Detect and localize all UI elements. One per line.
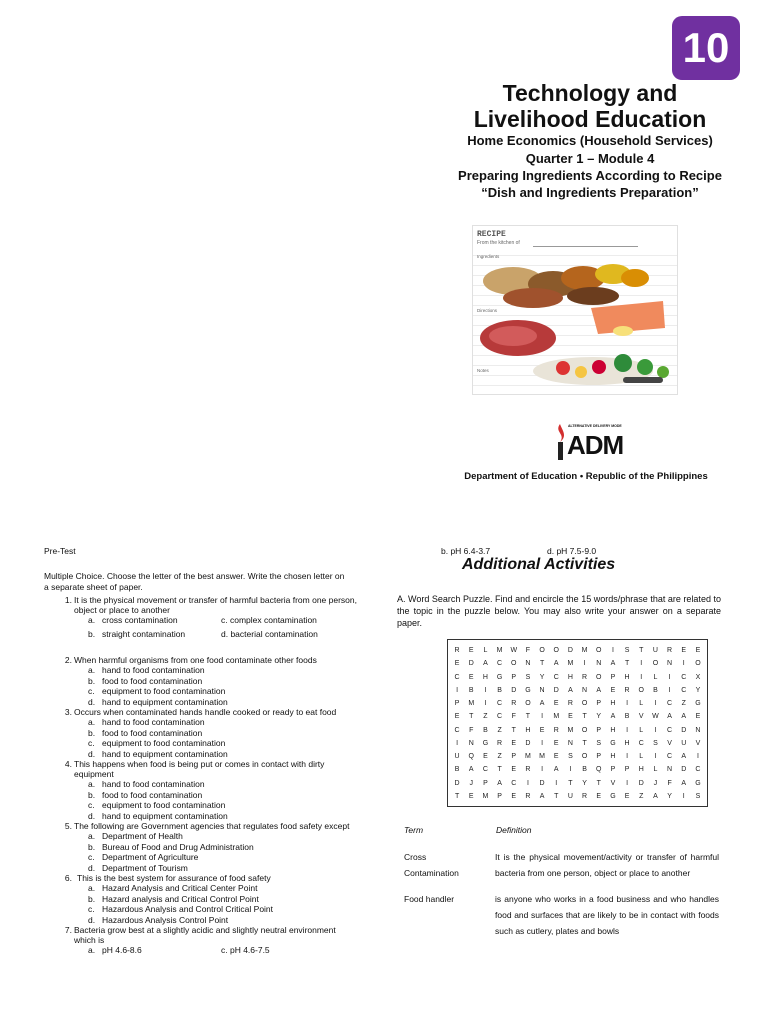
grid-letter: A: [553, 660, 559, 668]
cover-subject: Home Economics (Household Services): [467, 133, 713, 148]
grid-letter: I: [626, 726, 629, 734]
grid-letter: H: [482, 673, 488, 681]
grid-letter: T: [582, 739, 587, 747]
question-number: 5.: [64, 821, 72, 831]
grid-letter: G: [610, 739, 616, 747]
grid-letter: L: [653, 766, 658, 774]
grid-letter: D: [681, 766, 687, 774]
grid-letter: P: [596, 700, 602, 707]
recipe-notes-label: Notes: [477, 368, 489, 373]
grid-letter: H: [610, 726, 616, 734]
definition-1: It is the physical movement/activity or transfer of harmful bacteria from one person, object or place to another: [495, 852, 719, 878]
grid-letter: O: [596, 673, 602, 681]
grid-letter: P: [610, 673, 616, 681]
grid-letter: Z: [681, 700, 686, 707]
grid-letter: R: [497, 739, 503, 747]
grid-letter: C: [511, 779, 517, 787]
grid-letter: L: [653, 673, 658, 681]
option-c: c. equipment to food contamination: [88, 800, 226, 810]
grid-letter: H: [624, 673, 630, 681]
grid-letter: I: [654, 753, 657, 760]
grid-letter: A: [568, 686, 573, 694]
option-c: c. Department of Agriculture: [88, 852, 199, 862]
grid-letter: N: [596, 660, 602, 668]
grid-letter: A: [681, 713, 687, 721]
grid-letter: I: [654, 700, 657, 707]
question-5: [58, 821, 373, 873]
grid-letter: I: [456, 739, 459, 747]
grid-letter: N: [582, 686, 588, 694]
grid-letter: O: [525, 700, 531, 707]
grid-letter: N: [667, 660, 673, 668]
grid-letter: L: [639, 753, 644, 760]
cover-lesson-title: Preparing Ingredients According to Recipe: [458, 168, 722, 183]
grid-letter: Q: [468, 753, 474, 760]
grid-letter: I: [640, 660, 643, 668]
question-2: [58, 655, 373, 707]
grid-letter: N: [468, 739, 474, 747]
grid-letter: S: [596, 739, 602, 747]
grid-letter: P: [483, 779, 488, 787]
word-search-grid: [447, 639, 708, 807]
grid-letter: B: [624, 713, 630, 721]
option-c: c. Hazardous Analysis and Control Critical Point: [88, 904, 274, 914]
grid-letter: E: [553, 700, 559, 707]
grid-letter: S: [568, 753, 573, 760]
grid-letter: Q: [596, 766, 602, 774]
grid-letter: F: [525, 647, 531, 654]
option-c: c. equipment to food contamination: [88, 686, 226, 696]
grid-letter: A: [681, 753, 687, 760]
grid-letter: E: [624, 792, 630, 800]
grid-letter: Z: [497, 726, 502, 734]
grid-letter: N: [667, 766, 673, 774]
grid-letter: A: [610, 660, 616, 668]
grid-letter: P: [610, 766, 616, 774]
adm-logo-text: ADM: [567, 430, 624, 460]
grid-letter: I: [696, 753, 699, 760]
grid-letter: N: [567, 739, 573, 747]
q7-option-d: d. pH 7.5-9.0: [547, 546, 597, 556]
grid-letter: G: [695, 700, 701, 707]
grid-letter: H: [638, 766, 644, 774]
grid-letter: Y: [582, 779, 587, 787]
grid-letter: P: [596, 753, 602, 760]
option-b: b. Bureau of Food and Drug Administration: [88, 841, 254, 852]
grid-letter: G: [482, 739, 489, 747]
option-b: b. straight contamination: [88, 628, 186, 639]
grid-letter: I: [640, 673, 643, 681]
grid-letter: I: [611, 647, 614, 654]
cover-quarter-module: Quarter 1 – Module 4: [525, 151, 655, 166]
grid-letter: P: [624, 766, 630, 774]
grid-letter: Y: [596, 713, 602, 721]
option-c: c. complex contamination: [221, 615, 317, 625]
grid-letter: S: [624, 647, 630, 654]
grid-letter: T: [525, 713, 531, 721]
option-a: a. cross contamination: [88, 615, 178, 625]
grid-letter: O: [638, 686, 644, 694]
option-b: b. food to food contamination: [88, 727, 203, 738]
grid-letter: U: [454, 753, 460, 760]
grid-letter: D: [681, 726, 687, 734]
grid-letter: I: [541, 766, 544, 774]
grid-letter: C: [681, 673, 687, 681]
question-text: Bacteria grow best at a slightly acidic and slightly neutral environment which is: [74, 925, 336, 945]
grid-letter: M: [539, 753, 545, 760]
grid-letter: M: [496, 647, 503, 654]
grid-letter: D: [638, 779, 644, 787]
grid-letter: G: [610, 792, 616, 800]
recipe-directions-label: Directions: [477, 308, 498, 313]
grid-letter: A: [653, 792, 658, 800]
grid-letter: A: [667, 713, 672, 721]
grid-letter: S: [653, 739, 658, 747]
pretest-heading: Pre-Test: [44, 546, 76, 556]
grid-letter: G: [496, 673, 503, 681]
grid-letter: A: [483, 660, 488, 668]
grid-letter: L: [483, 647, 488, 654]
grid-letter: I: [484, 700, 487, 707]
grid-letter: B: [582, 766, 587, 774]
grid-letter: R: [525, 766, 531, 774]
grid-letter: T: [596, 779, 601, 787]
grid-letter: P: [596, 726, 602, 734]
grid-letter: E: [553, 739, 559, 747]
term-header: Term: [404, 825, 424, 835]
grid-letter: C: [497, 660, 503, 668]
option-a: a. hand to food contamination: [88, 779, 205, 789]
grid-letter: I: [583, 660, 586, 668]
grid-letter: B: [483, 726, 488, 734]
grid-letter: D: [567, 647, 573, 654]
option-a: a. hand to food contamination: [88, 665, 205, 675]
grid-letter: O: [695, 660, 701, 668]
option-a: a. Hazard Analysis and Critical Center Point: [88, 883, 258, 893]
grid-letter: E: [568, 713, 573, 721]
grid-letter: C: [497, 713, 503, 721]
grid-letter: D: [539, 779, 545, 787]
grid-letter: M: [468, 700, 475, 707]
question-number: 2.: [64, 655, 72, 665]
cover-title-line1: Technology and: [502, 80, 678, 106]
grid-letter: D: [468, 660, 474, 668]
question-text: When harmful organisms from one food contaminate other foods: [74, 655, 317, 665]
grid-letter: E: [511, 739, 517, 747]
grid-letter: T: [539, 660, 545, 668]
grid-letter: G: [695, 779, 701, 787]
pretest-instructions-2: a separate sheet of paper.: [44, 582, 143, 592]
grid-letter: I: [569, 766, 572, 774]
grid-letter: I: [541, 739, 544, 747]
grid-letter: T: [554, 792, 559, 800]
grid-letter: W: [652, 713, 659, 721]
grid-letter: F: [511, 713, 516, 721]
grid-letter: S: [695, 792, 701, 800]
grid-letter: B: [468, 686, 474, 694]
question-6: [58, 873, 373, 925]
grid-letter: I: [626, 753, 629, 760]
grid-letter: R: [582, 673, 588, 681]
grid-letter: E: [468, 647, 474, 654]
grid-letter: I: [456, 686, 459, 694]
question-number: 6.: [64, 873, 72, 883]
grid-letter: R: [511, 700, 517, 707]
grid-letter: R: [454, 647, 460, 654]
option-b: b. food to food contamination: [88, 675, 203, 686]
grid-letter: C: [667, 753, 673, 760]
option-a: a. hand to food contamination: [88, 717, 205, 727]
option-d: d. Hazardous Analysis Control Point: [88, 914, 229, 925]
grid-letter: E: [454, 713, 460, 721]
grid-letter: U: [652, 647, 658, 654]
option-a: a. Department of Health: [88, 831, 183, 841]
grid-letter: H: [567, 673, 573, 681]
grid-letter: Y: [695, 686, 701, 694]
cover-title-line2: Livelihood Education: [473, 106, 707, 132]
question-text: This is the best system for assurance of food safety: [77, 873, 271, 883]
grid-letter: I: [668, 673, 671, 681]
grid-letter: A: [610, 713, 616, 721]
grid-letter: P: [511, 673, 517, 681]
grid-letter: H: [610, 753, 616, 760]
grid-letter: T: [469, 713, 474, 721]
recipe-heading: RECIPE: [477, 230, 506, 239]
grid-letter: E: [539, 726, 545, 734]
grid-letter: W: [510, 647, 518, 654]
grid-letter: V: [610, 779, 616, 787]
grid-letter: C: [497, 700, 503, 707]
question-number: 4.: [64, 759, 72, 769]
grid-letter: R: [667, 647, 673, 654]
grid-letter: F: [667, 779, 672, 787]
grid-letter: O: [553, 647, 559, 654]
grid-letter: S: [525, 673, 531, 681]
grid-letter: P: [454, 700, 460, 707]
grid-letter: O: [539, 647, 545, 654]
grid-letter: F: [469, 726, 474, 734]
option-d: d. Department of Tourism: [88, 862, 188, 873]
question-3: [58, 707, 373, 759]
adm-logo-caption: ALTERNATIVE DELIVERY MODE: [568, 424, 622, 428]
grid-letter: X: [695, 673, 701, 681]
grid-letter: M: [581, 647, 588, 654]
grid-letter: H: [624, 739, 630, 747]
grid-letter: I: [526, 779, 529, 787]
option-c: c. equipment to food contamination: [88, 738, 226, 748]
grid-letter: Z: [483, 713, 488, 721]
option-b: b. Hazard analysis and Critical Control Point: [88, 893, 259, 904]
grid-letter: J: [469, 779, 473, 787]
grid-letter: N: [695, 726, 701, 734]
grid-letter: T: [568, 779, 573, 787]
grid-letter: Y: [539, 673, 545, 681]
grid-letter: T: [511, 726, 516, 734]
recipe-from-kitchen: From the kitchen of: [477, 240, 520, 246]
grid-letter: I: [682, 660, 685, 668]
grid-letter: T: [454, 792, 460, 800]
question-number: 1.: [64, 595, 72, 605]
grid-letter: C: [454, 673, 460, 681]
grid-letter: I: [626, 700, 629, 707]
cover-lesson-subtitle: “Dish and Ingredients Preparation”: [481, 185, 699, 200]
grid-letter: C: [667, 726, 673, 734]
question-4: [58, 759, 373, 821]
option-d: d. hand to equipment contamination: [88, 810, 228, 821]
grid-letter: I: [682, 792, 685, 800]
grid-letter: I: [626, 779, 629, 787]
grid-letter: D: [454, 779, 460, 787]
grid-letter: E: [610, 686, 616, 694]
grid-letter: I: [484, 686, 487, 694]
grid-letter: B: [454, 766, 460, 774]
question-text: Occurs when contaminated hands handle cooked or ready to eat food: [74, 707, 337, 717]
grid-letter: P: [511, 753, 517, 760]
adm-logo: [552, 420, 622, 462]
grid-letter: H: [610, 700, 616, 707]
grid-letter: U: [681, 739, 687, 747]
grid-letter: A: [553, 766, 559, 774]
grid-letter: Y: [667, 792, 672, 800]
additional-activities-title: Additional Activities: [462, 556, 616, 573]
question-text: This happens when food is being put or comes in contact with dirty equipment: [74, 759, 325, 779]
grid-letter: I: [654, 726, 657, 734]
grid-letter: E: [511, 766, 517, 774]
grid-letter: D: [511, 686, 517, 694]
grid-letter: I: [541, 713, 544, 721]
grid-letter: C: [695, 766, 701, 774]
option-d: d. bacterial contamination: [221, 628, 318, 639]
grid-letter: B: [497, 686, 502, 694]
grid-letter: L: [639, 726, 644, 734]
grid-letter: I: [555, 779, 558, 787]
grid-letter: E: [695, 713, 701, 721]
question-1: [58, 595, 373, 639]
word-search-instructions: A. Word Search Puzzle. Find and encircle the 15 words/phrase that are related to the topic in the puzzle below. You may also write your answer on a separate paper.: [397, 594, 721, 628]
grid-letter: E: [681, 647, 687, 654]
grid-letter: Z: [639, 792, 644, 800]
food-photo-icon: [473, 226, 678, 395]
department-footer: Department of Education • Republic of the Philippines: [464, 471, 708, 482]
grid-letter: P: [497, 792, 502, 800]
option-a: a. pH 4.6-8.6: [88, 945, 142, 955]
question-7: [58, 925, 373, 956]
grid-letter: B: [653, 686, 658, 694]
grid-letter: D: [553, 686, 559, 694]
grid-letter: J: [653, 779, 658, 787]
grid-letter: H: [525, 726, 531, 734]
grid-letter: I: [668, 686, 671, 694]
grid-letter: O: [596, 647, 602, 654]
grid-letter: M: [524, 753, 531, 760]
grid-letter: R: [582, 792, 588, 800]
grid-letter: Z: [497, 753, 502, 760]
grid-letter: T: [497, 766, 502, 774]
grid-letter: M: [567, 660, 574, 668]
grid-letter: E: [468, 792, 474, 800]
grid-letter: V: [638, 713, 644, 721]
term-2: Food handler: [404, 894, 455, 904]
grid-letter: M: [482, 792, 489, 800]
option-c: c. pH 4.6-7.5: [221, 945, 270, 955]
grid-letter: E: [596, 792, 602, 800]
term-1: Cross Contamination: [404, 852, 459, 878]
grid-letter: V: [667, 739, 672, 747]
grade-badge: 10: [672, 16, 740, 80]
grid-letter: O: [511, 660, 517, 668]
question-number: 3.: [64, 707, 72, 717]
grid-letter: U: [567, 792, 573, 800]
grid-letter: O: [581, 753, 588, 760]
grid-letter: A: [497, 779, 502, 787]
question-text: It is the physical movement or transfer of harmful bacteria from one person, object or place to another: [74, 595, 357, 615]
grid-letter: E: [553, 753, 559, 760]
grid-letter: T: [582, 713, 587, 721]
pretest-instructions-1: Multiple Choice. Choose the letter of the best answer. Write the chosen letter on: [44, 571, 345, 581]
grid-letter: R: [624, 686, 630, 694]
grid-letter: A: [539, 792, 545, 800]
grid-letter: M: [567, 726, 574, 734]
option-b: b. food to food contamination: [88, 789, 203, 800]
grid-letter: D: [525, 739, 531, 747]
grid-letter: O: [652, 660, 659, 668]
cover-recipe-image: [472, 225, 678, 395]
grid-letter: V: [695, 739, 701, 747]
grid-letter: C: [454, 726, 460, 734]
grid-letter: A: [468, 766, 474, 774]
grid-letter: E: [468, 673, 474, 681]
grid-letter: N: [539, 686, 545, 694]
grid-letter: G: [525, 686, 531, 694]
grid-letter: T: [639, 647, 644, 654]
grid-letter: R: [567, 700, 573, 707]
grid-letter: O: [581, 726, 588, 734]
grid-letter: A: [596, 686, 602, 694]
question-number: 7.: [64, 925, 72, 935]
grid-letter: E: [695, 647, 701, 654]
definition-header: Definition: [496, 825, 532, 835]
q7-option-b: b. pH 6.4-3.7: [441, 546, 491, 556]
grid-letter: C: [482, 766, 488, 774]
grid-letter: N: [525, 660, 531, 668]
grid-letter: E: [511, 792, 517, 800]
grid-letter: C: [638, 739, 644, 747]
recipe-ingredients-label: Ingredients: [477, 254, 500, 259]
grid-letter: E: [454, 660, 460, 668]
option-d: d. hand to equipment contamination: [88, 748, 228, 759]
grid-letter: E: [483, 753, 488, 760]
grid-letter: O: [581, 700, 588, 707]
grid-letter: C: [681, 686, 687, 694]
option-d: d. hand to equipment contamination: [88, 696, 228, 707]
grid-letter: M: [553, 713, 560, 721]
question-text: The following are Government agencies that regulates food safety except: [74, 821, 350, 831]
grid-letter: C: [667, 700, 673, 707]
grid-letter: C: [553, 673, 559, 681]
grid-letter: R: [525, 792, 531, 800]
grid-letter: T: [624, 660, 630, 668]
grid-letter: L: [639, 700, 644, 707]
grid-letter: R: [553, 726, 559, 734]
definition-2: is anyone who works in a food business and who handles food and surfaces that are likely to be in contact with foods such as cutlery, plates and bowls: [495, 894, 719, 936]
grid-letter: A: [681, 779, 687, 787]
grid-letter: A: [539, 700, 545, 707]
